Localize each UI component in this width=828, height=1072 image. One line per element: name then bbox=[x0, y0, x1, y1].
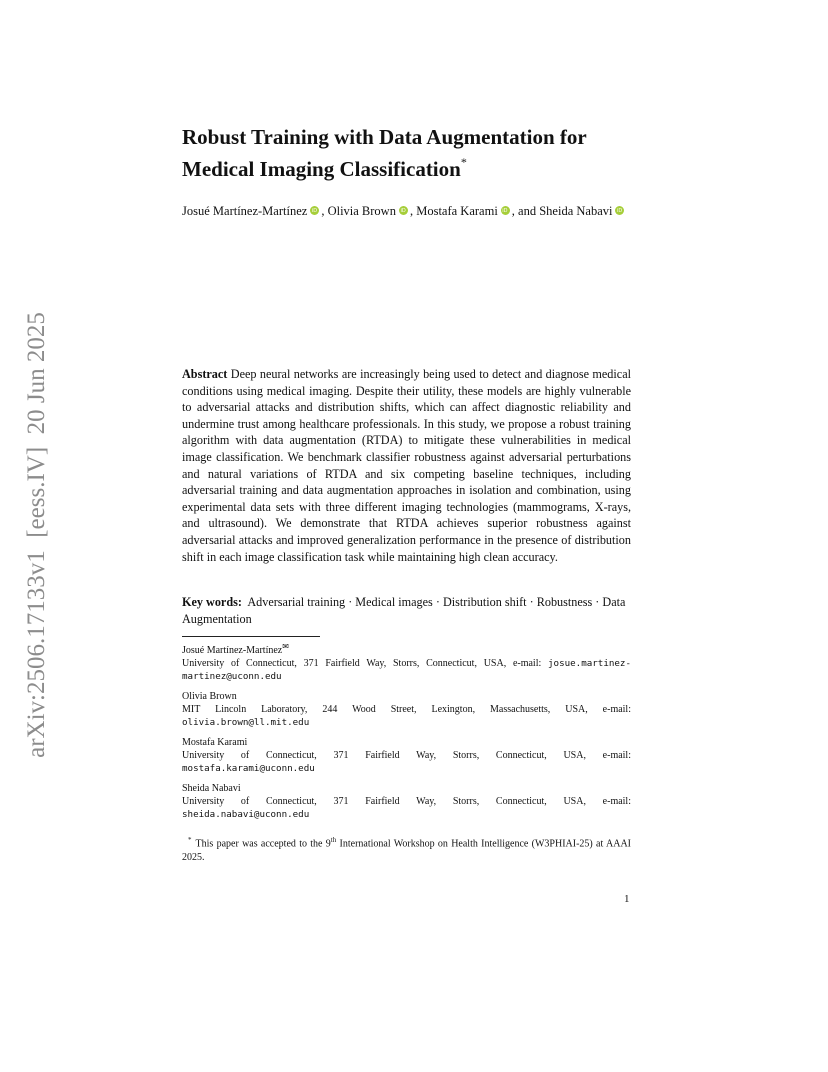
affiliation-email[interactable]: sheida.nabavi@uconn.edu bbox=[182, 809, 310, 820]
paper-title bbox=[182, 124, 642, 183]
affiliation-address: University of Connecticut, 371 Fairfield Way, Storrs, Connecticut, USA, e-mail: bbox=[182, 796, 631, 807]
title-line-1: Robust Training with Data Augmentation for bbox=[182, 125, 587, 149]
affiliation-email[interactable]: josue.martinez-martinez@uconn.edu bbox=[182, 658, 631, 682]
author-list bbox=[182, 203, 632, 220]
author-name: Sheida Nabavi bbox=[539, 204, 613, 218]
title-footnote-marker: * bbox=[460, 155, 467, 169]
acceptance-text-start: This paper was accepted to the 9 bbox=[195, 838, 331, 850]
orcid-icon[interactable] bbox=[615, 206, 624, 215]
title-line-2: Medical Imaging Classification bbox=[182, 157, 461, 181]
orcid-icon[interactable] bbox=[399, 206, 408, 215]
keywords-text: Adversarial training · Medical images · Distribution shift · Robustness · Data Augmentation bbox=[182, 595, 626, 626]
affiliation-author-name: Olivia Brown bbox=[182, 691, 237, 702]
author-name: Josué Martínez-Martínez bbox=[182, 204, 308, 218]
affiliation-text bbox=[182, 657, 631, 683]
orcid-icon[interactable] bbox=[501, 206, 510, 215]
author-name: Olivia Brown bbox=[327, 204, 396, 218]
affiliation-author-name: Mostafa Karami bbox=[182, 737, 248, 748]
ordinal-suffix: th bbox=[330, 836, 337, 844]
keywords-label: Key words: bbox=[182, 595, 242, 609]
acceptance-footnote bbox=[182, 834, 631, 864]
affiliation-email[interactable]: mostafa.karami@uconn.edu bbox=[182, 763, 315, 774]
page-number: 1 bbox=[624, 893, 630, 905]
envelope-icon[interactable]: ✉ bbox=[282, 642, 289, 651]
arxiv-identifier: arXiv:2506.17133v1 [eess.IV] 20 Jun 2025 bbox=[23, 312, 50, 758]
affiliation-block bbox=[182, 690, 631, 729]
affiliation-text bbox=[182, 795, 631, 821]
affiliation-text bbox=[182, 749, 631, 775]
author-separator: , and bbox=[511, 204, 540, 218]
affiliation-footnotes bbox=[182, 644, 631, 828]
author-name: Mostafa Karami bbox=[416, 204, 498, 218]
author-separator: , bbox=[409, 204, 417, 218]
affiliation-block bbox=[182, 644, 631, 683]
footnote-rule bbox=[182, 636, 320, 637]
acceptance-text-end: International Workshop on Health Intelligence (W3PHIAI-25) at AAAI 2025. bbox=[182, 838, 631, 864]
affiliation-email[interactable]: olivia.brown@ll.mit.edu bbox=[182, 717, 310, 728]
arxiv-side-stamp bbox=[22, 295, 52, 775]
author-separator: , bbox=[321, 204, 328, 218]
orcid-icon[interactable] bbox=[310, 206, 319, 215]
affiliation-author-name: Sheida Nabavi bbox=[182, 783, 241, 794]
affiliation-address: MIT Lincoln Laboratory, 244 Wood Street, Lexington, Massachusetts, USA, e-mail: bbox=[182, 704, 631, 715]
affiliation-author bbox=[182, 644, 631, 657]
abstract-text: Deep neural networks are increasingly being used to detect and diagnose medical conditions using medical imaging. Despite their utility, these models are highly vulnerable to adversarial attacks and distribution shifts, which can affect diagnostic reliability and undermine trust among healthcare professionals. In this study, we propose a robust training algorithm with data augmentation (RTDA) to mitigate these vulnerabilities in medical image classification. We benchmark classifier robustness against adversarial perturbations and natural variations of RTDA and six competing baseline techniques, including adversarial training and data augmentation approaches in isolation and combination, using experimental data sets with three different imaging technologies (mammograms, X-rays, and ultrasound). We demonstrate that RTDA achieves superior robustness against adversarial attacks and improved generalization performance in the presence of distribution shift in each image classification task while maintaining high clean accuracy. bbox=[182, 367, 631, 564]
abstract bbox=[182, 366, 631, 565]
keywords bbox=[182, 594, 631, 627]
affiliation-author-name: Josué Martínez-Martínez bbox=[182, 645, 283, 656]
affiliation-address: University of Connecticut, 371 Fairfield Way, Storrs, Connecticut, USA, e-mail: bbox=[182, 658, 549, 669]
affiliation-block bbox=[182, 736, 631, 775]
abstract-label: Abstract bbox=[182, 367, 228, 381]
affiliation-address: University of Connecticut, 371 Fairfield Way, Storrs, Connecticut, USA, e-mail: bbox=[182, 750, 631, 761]
footnote-marker: * bbox=[188, 836, 192, 845]
affiliation-block bbox=[182, 782, 631, 821]
affiliation-text bbox=[182, 703, 631, 729]
